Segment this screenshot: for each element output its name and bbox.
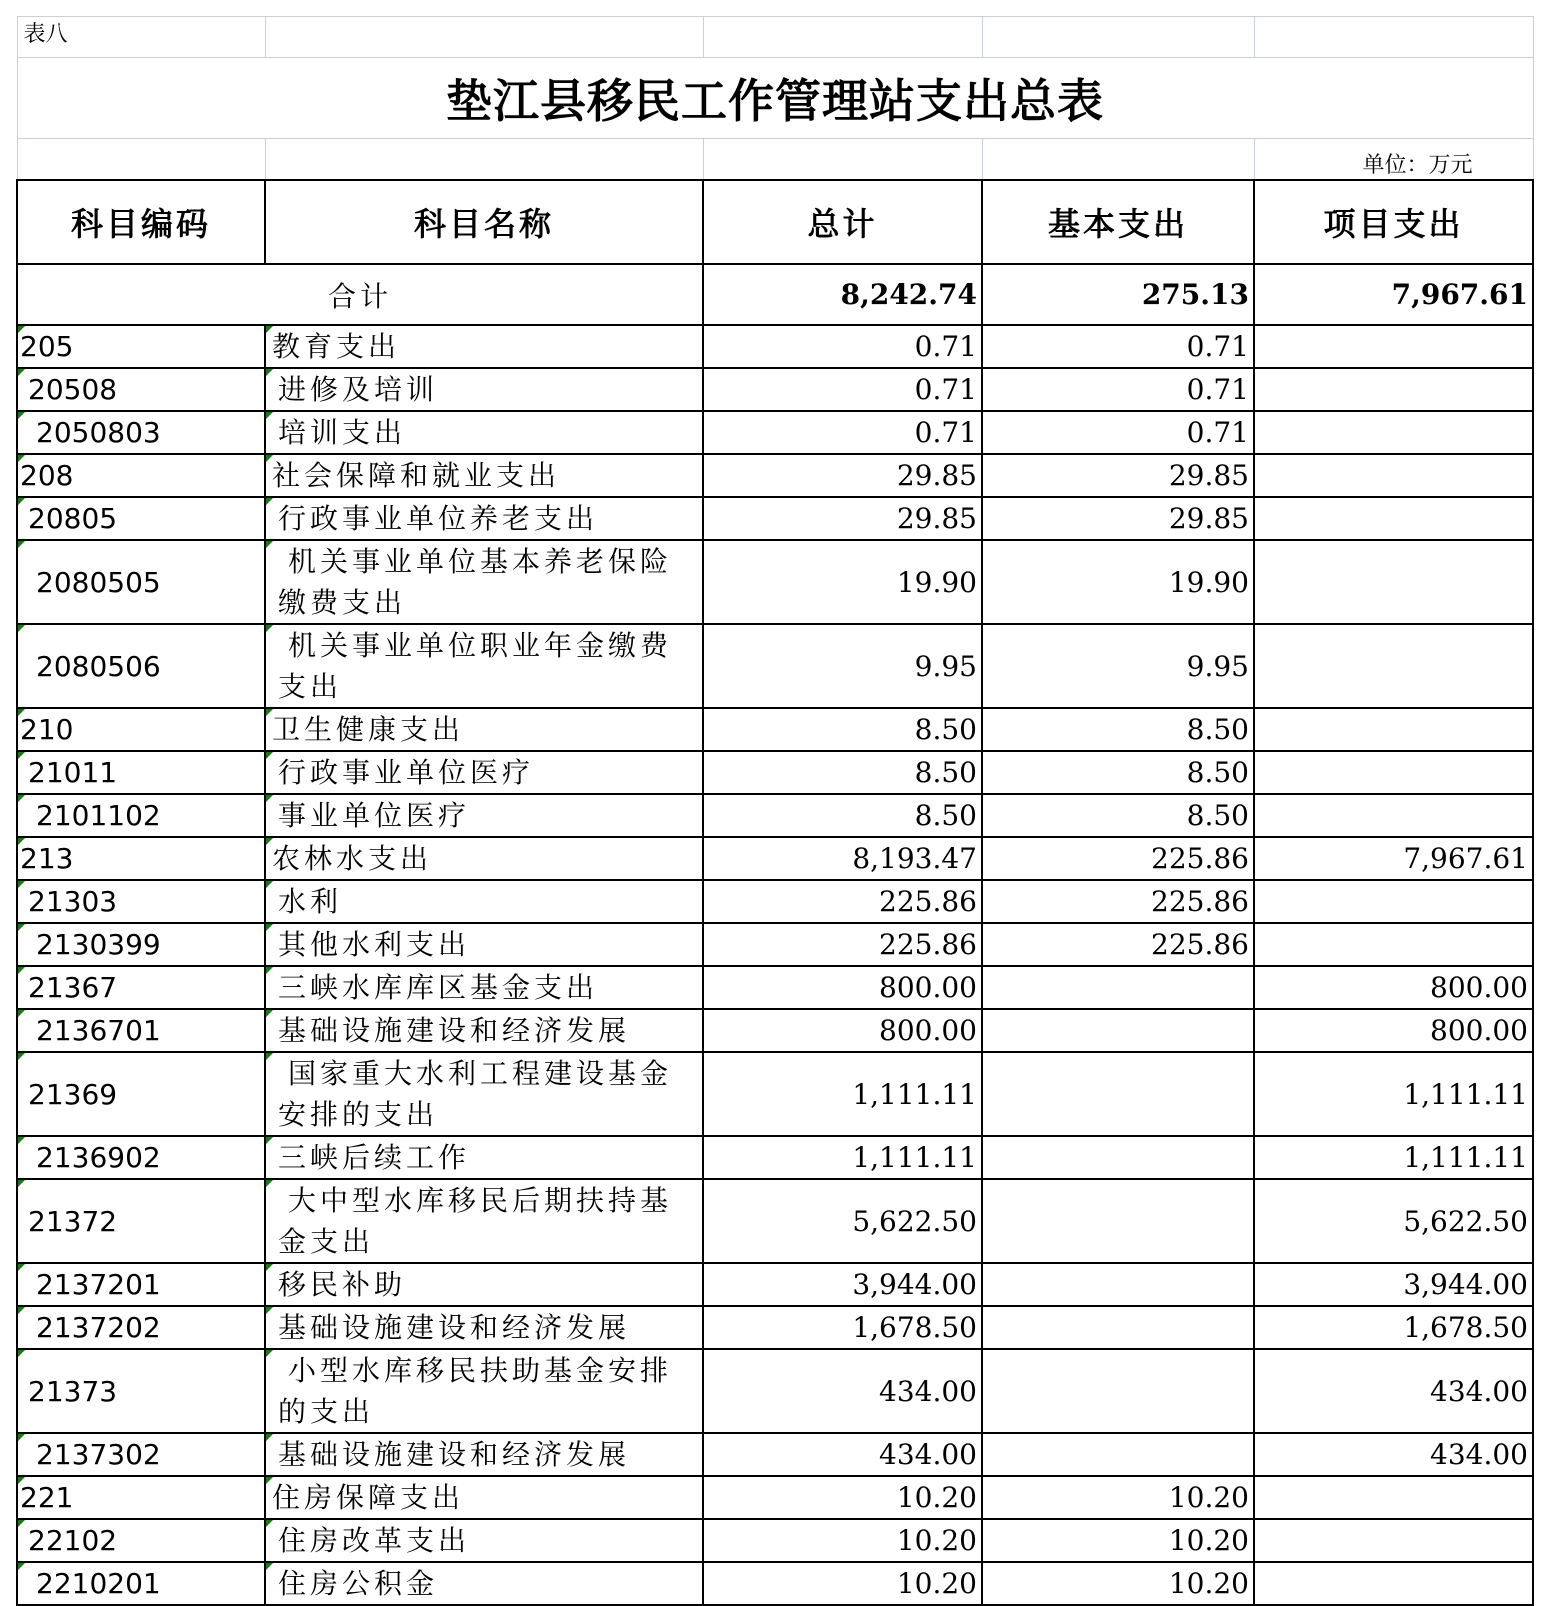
row-total: 10.20 [703, 1476, 982, 1519]
row-name: 移民补助 [265, 1263, 703, 1306]
row-code: 20805 [17, 497, 265, 540]
table-row [17, 540, 1533, 624]
row-name: 农林水支出 [265, 837, 703, 880]
row-basic: 225.86 [982, 880, 1254, 923]
table-row [17, 794, 1533, 837]
table-row [17, 1349, 1533, 1433]
row-basic [982, 1263, 1254, 1306]
row-name: 基础设施建设和经济发展 [265, 1306, 703, 1349]
row-code: 2210201 [17, 1562, 265, 1605]
table-row [17, 1263, 1533, 1306]
table-row [17, 1519, 1533, 1562]
row-code: 22102 [17, 1519, 265, 1562]
row-name: 水利 [265, 880, 703, 923]
row-project [1254, 708, 1533, 751]
row-name: 住房公积金 [265, 1562, 703, 1605]
row-project [1254, 411, 1533, 454]
row-total: 0.71 [703, 368, 982, 411]
row-code: 221 [17, 1476, 265, 1519]
row-total: 1,111.11 [703, 1136, 982, 1179]
row-total: 29.85 [703, 497, 982, 540]
row-total: 8.50 [703, 708, 982, 751]
row-total: 225.86 [703, 880, 982, 923]
row-project [1254, 540, 1533, 624]
row-basic [982, 1052, 1254, 1136]
empty-cell [982, 17, 1254, 58]
row-name: 小型水库移民扶助基金安排的支出 [265, 1349, 703, 1433]
grand-total-row [17, 264, 1533, 325]
row-name: 行政事业单位医疗 [265, 751, 703, 794]
row-basic: 19.90 [982, 540, 1254, 624]
row-total: 3,944.00 [703, 1263, 982, 1306]
header-row [17, 180, 1533, 264]
row-basic [982, 1009, 1254, 1052]
row-project: 1,111.11 [1254, 1052, 1533, 1136]
row-code: 2137302 [17, 1433, 265, 1476]
row-basic: 8.50 [982, 794, 1254, 837]
row-basic [982, 966, 1254, 1009]
row-project [1254, 497, 1533, 540]
row-code: 2080505 [17, 540, 265, 624]
row-project: 7,967.61 [1254, 837, 1533, 880]
row-code: 213 [17, 837, 265, 880]
row-basic [982, 1433, 1254, 1476]
row-total: 5,622.50 [703, 1179, 982, 1263]
row-basic: 10.20 [982, 1519, 1254, 1562]
row-name: 住房保障支出 [265, 1476, 703, 1519]
row-name: 住房改革支出 [265, 1519, 703, 1562]
row-name: 基础设施建设和经济发展 [265, 1433, 703, 1476]
row-project [1254, 751, 1533, 794]
empty-cell [265, 139, 703, 181]
table-row [17, 837, 1533, 880]
row-code: 2101102 [17, 794, 265, 837]
table-row [17, 751, 1533, 794]
row-basic: 8.50 [982, 751, 1254, 794]
row-project: 1,111.11 [1254, 1136, 1533, 1179]
row-project: 800.00 [1254, 1009, 1533, 1052]
row-name: 社会保障和就业支出 [265, 454, 703, 497]
row-total: 800.00 [703, 1009, 982, 1052]
row-basic [982, 1179, 1254, 1263]
row-name: 其他水利支出 [265, 923, 703, 966]
row-name: 国家重大水利工程建设基金安排的支出 [265, 1052, 703, 1136]
header-basic: 基本支出 [982, 180, 1254, 264]
row-name: 机关事业单位基本养老保险缴费支出 [265, 540, 703, 624]
empty-cell [703, 139, 982, 181]
sheet-label: 表八 [17, 17, 265, 58]
unit-row [17, 139, 1533, 181]
row-total: 434.00 [703, 1349, 982, 1433]
table-row [17, 1476, 1533, 1519]
row-name: 基础设施建设和经济发展 [265, 1009, 703, 1052]
row-basic [982, 1306, 1254, 1349]
expenditure-sheet [16, 16, 1532, 1606]
row-code: 21303 [17, 880, 265, 923]
row-total: 225.86 [703, 923, 982, 966]
table-row [17, 1136, 1533, 1179]
row-total: 434.00 [703, 1433, 982, 1476]
row-project: 3,944.00 [1254, 1263, 1533, 1306]
row-total: 10.20 [703, 1519, 982, 1562]
row-code: 2130399 [17, 923, 265, 966]
row-code: 20508 [17, 368, 265, 411]
row-total: 800.00 [703, 966, 982, 1009]
table-title: 垫江县移民工作管理站支出总表 [17, 58, 1533, 139]
row-basic: 0.71 [982, 411, 1254, 454]
row-project: 434.00 [1254, 1349, 1533, 1433]
header-project: 项目支出 [1254, 180, 1533, 264]
row-basic: 9.95 [982, 624, 1254, 708]
grand-total-basic: 275.13 [982, 264, 1254, 325]
row-total: 1,678.50 [703, 1306, 982, 1349]
sheet-label-row [17, 17, 1533, 58]
row-code: 208 [17, 454, 265, 497]
row-code: 2080506 [17, 624, 265, 708]
header-total: 总计 [703, 180, 982, 264]
row-total: 10.20 [703, 1562, 982, 1605]
empty-cell [982, 139, 1254, 181]
row-project [1254, 1562, 1533, 1605]
row-total: 0.71 [703, 325, 982, 368]
row-name: 事业单位医疗 [265, 794, 703, 837]
table-row [17, 923, 1533, 966]
table-row [17, 497, 1533, 540]
row-basic: 29.85 [982, 497, 1254, 540]
row-code: 2137201 [17, 1263, 265, 1306]
row-basic: 10.20 [982, 1562, 1254, 1605]
row-name: 大中型水库移民后期扶持基金支出 [265, 1179, 703, 1263]
row-total: 8.50 [703, 794, 982, 837]
grand-total-total: 8,242.74 [703, 264, 982, 325]
table-row [17, 708, 1533, 751]
row-project: 1,678.50 [1254, 1306, 1533, 1349]
row-basic: 225.86 [982, 837, 1254, 880]
row-total: 1,111.11 [703, 1052, 982, 1136]
table-row [17, 1433, 1533, 1476]
row-total: 8,193.47 [703, 837, 982, 880]
header-code: 科目编码 [17, 180, 265, 264]
row-code: 21372 [17, 1179, 265, 1263]
row-basic: 29.85 [982, 454, 1254, 497]
table-row [17, 368, 1533, 411]
row-basic: 10.20 [982, 1476, 1254, 1519]
row-total: 8.50 [703, 751, 982, 794]
table-row [17, 1179, 1533, 1263]
grand-total-project: 7,967.61 [1254, 264, 1533, 325]
row-code: 21011 [17, 751, 265, 794]
table-row [17, 1562, 1533, 1605]
row-name: 进修及培训 [265, 368, 703, 411]
header-name: 科目名称 [265, 180, 703, 264]
table-row [17, 411, 1533, 454]
table-row [17, 966, 1533, 1009]
table-row [17, 454, 1533, 497]
row-project [1254, 1476, 1533, 1519]
empty-cell [17, 139, 265, 181]
row-basic: 0.71 [982, 368, 1254, 411]
row-basic: 0.71 [982, 325, 1254, 368]
table-row [17, 880, 1533, 923]
row-code: 21369 [17, 1052, 265, 1136]
table-row [17, 1052, 1533, 1136]
grand-total-label: 合计 [17, 264, 703, 325]
row-name: 三峡后续工作 [265, 1136, 703, 1179]
row-name: 三峡水库库区基金支出 [265, 966, 703, 1009]
row-name: 机关事业单位职业年金缴费支出 [265, 624, 703, 708]
row-project [1254, 454, 1533, 497]
row-project [1254, 1519, 1533, 1562]
table-row [17, 1009, 1533, 1052]
row-basic: 8.50 [982, 708, 1254, 751]
row-project [1254, 923, 1533, 966]
table-row [17, 325, 1533, 368]
row-project [1254, 325, 1533, 368]
row-basic [982, 1136, 1254, 1179]
row-code: 205 [17, 325, 265, 368]
row-project [1254, 794, 1533, 837]
row-name: 培训支出 [265, 411, 703, 454]
row-code: 21373 [17, 1349, 265, 1433]
row-code: 2136701 [17, 1009, 265, 1052]
empty-cell [703, 17, 982, 58]
row-name: 卫生健康支出 [265, 708, 703, 751]
empty-cell [1254, 17, 1533, 58]
row-total: 0.71 [703, 411, 982, 454]
row-basic: 225.86 [982, 923, 1254, 966]
row-name: 行政事业单位养老支出 [265, 497, 703, 540]
row-name: 教育支出 [265, 325, 703, 368]
table-row [17, 1306, 1533, 1349]
expenditure-table [16, 16, 1534, 1606]
row-code: 210 [17, 708, 265, 751]
row-basic [982, 1349, 1254, 1433]
title-row [17, 58, 1533, 139]
row-code: 21367 [17, 966, 265, 1009]
row-code: 2050803 [17, 411, 265, 454]
row-total: 29.85 [703, 454, 982, 497]
row-total: 19.90 [703, 540, 982, 624]
table-row [17, 624, 1533, 708]
row-project [1254, 880, 1533, 923]
row-project: 434.00 [1254, 1433, 1533, 1476]
row-project [1254, 368, 1533, 411]
row-project: 800.00 [1254, 966, 1533, 1009]
row-project [1254, 624, 1533, 708]
empty-cell [265, 17, 703, 58]
row-code: 2137202 [17, 1306, 265, 1349]
row-code: 2136902 [17, 1136, 265, 1179]
row-project: 5,622.50 [1254, 1179, 1533, 1263]
row-total: 9.95 [703, 624, 982, 708]
unit-label: 单位：万元 [1254, 139, 1533, 181]
